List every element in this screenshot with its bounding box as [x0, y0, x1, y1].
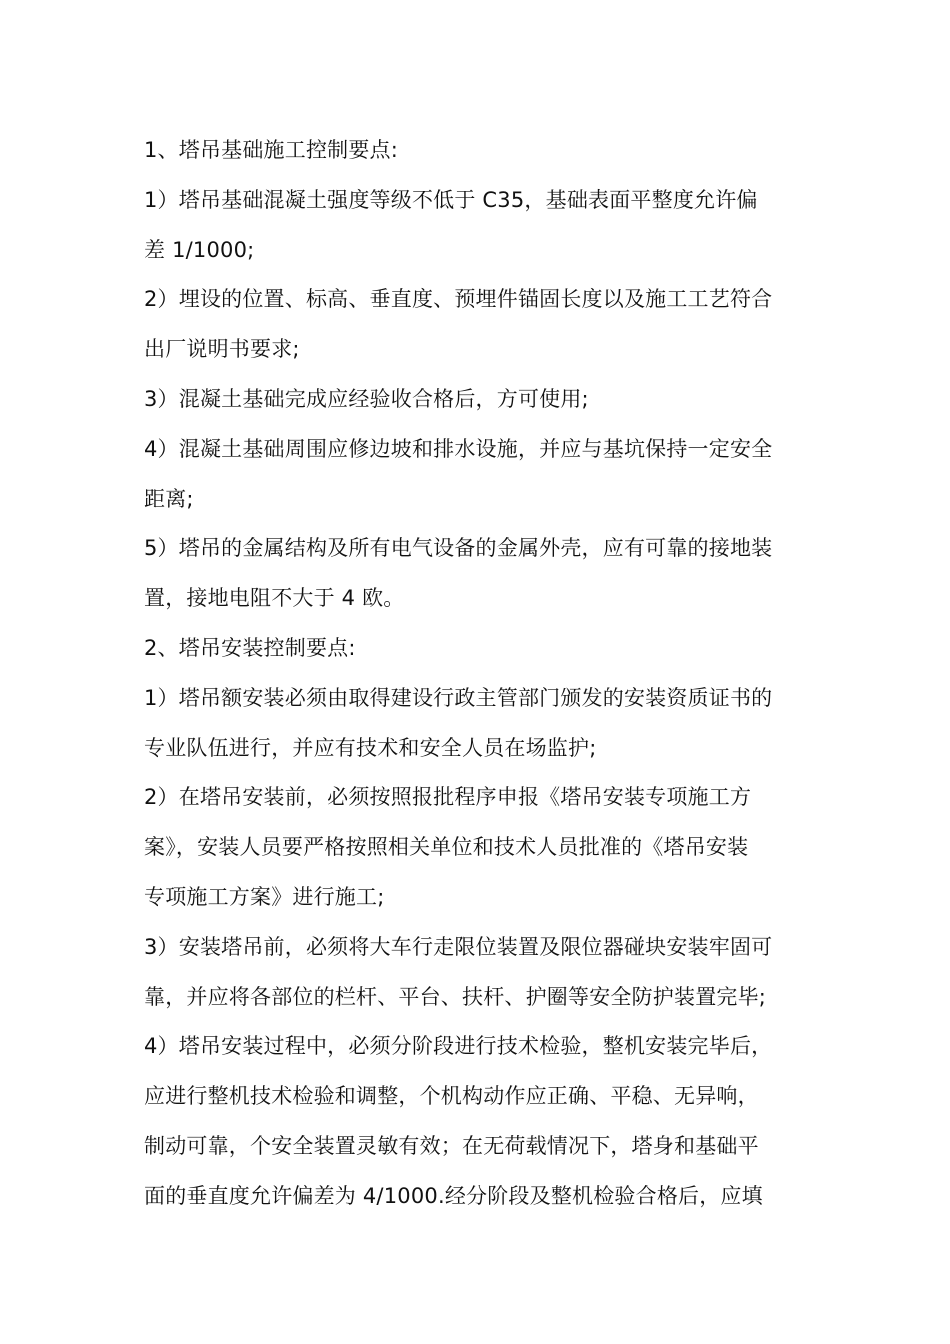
paragraph-line: 3）混凝土基础完成应经验收合格后，方可使用;	[144, 386, 589, 411]
paragraph-line: 置，接地电阻不大于 4 欧。	[144, 586, 405, 611]
paragraph-line: 面的垂直度允许偏差为 4/1000.经分阶段及整机检验合格后，应填	[144, 1183, 763, 1208]
paragraph-line: 2）在塔吊安装前，必须按照报批程序申报《塔吊安装专项施工方	[144, 785, 752, 810]
paragraph-line: 5）塔吊的金属结构及所有电气设备的金属外壳，应有可靠的接地装	[144, 536, 773, 561]
paragraph-line: 4）混凝土基础周围应修边坡和排水设施，并应与基坑保持一定安全	[144, 436, 773, 461]
paragraph-line: 差 1/1000;	[144, 237, 255, 262]
paragraph-line: 距离;	[144, 486, 194, 511]
paragraph-line: 专项施工方案》进行施工;	[144, 884, 385, 909]
paragraph-line: 3）安装塔吊前，必须将大车行走限位装置及限位器碰块安装牢固可	[144, 934, 773, 959]
paragraph-line: 制动可靠，个安全装置灵敏有效；在无荷载情况下，塔身和基础平	[144, 1133, 759, 1158]
paragraph-line: 1）塔吊基础混凝土强度等级不低于 C35，基础表面平整度允许偏	[144, 187, 758, 212]
paragraph-line: 应进行整机技术检验和调整，个机构动作应正确、平稳、无异响，	[144, 1084, 759, 1109]
paragraph-line: 2）埋设的位置、标高、垂直度、预埋件锚固长度以及施工工艺符合	[144, 287, 773, 312]
paragraph-line: 案》，安装人员要严格按照相关单位和技术人员批准的《塔吊安装	[144, 835, 749, 860]
paragraph-line: 1）塔吊额安装必须由取得建设行政主管部门颁发的安装资质证书的	[144, 685, 773, 710]
paragraph-line: 4）塔吊安装过程中，必须分阶段进行技术检验，整机安装完毕后，	[144, 1034, 773, 1059]
section-heading-foundation: 1、塔吊基础施工控制要点:	[144, 138, 399, 162]
section-heading-installation: 2、塔吊安装控制要点:	[144, 635, 356, 660]
paragraph-line: 专业队伍进行，并应有技术和安全人员在场监护;	[144, 735, 597, 760]
paragraph-line: 靠，并应将各部位的栏杆、平台、扶杆、护圈等安全防护装置完毕;	[144, 984, 767, 1009]
paragraph-line: 出厂说明书要求;	[144, 337, 300, 362]
document-body	[144, 126, 810, 1222]
